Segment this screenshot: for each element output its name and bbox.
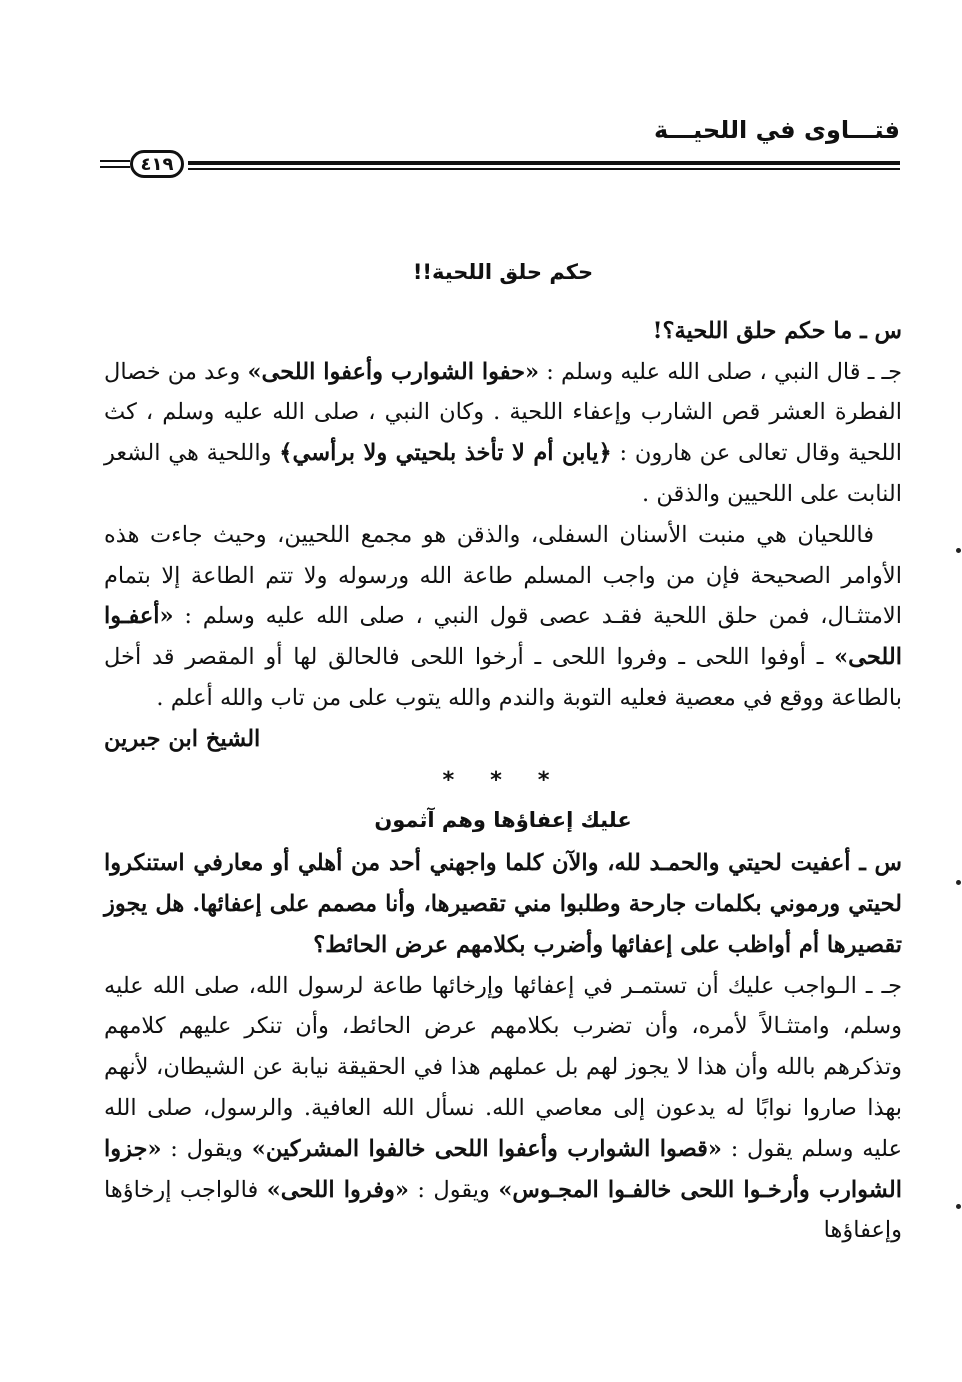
page-number: ٤١٩ [130,150,184,178]
section1-question: س ـ ما حكم حلق اللحية؟! [652,317,902,344]
section2-question: س ـ أعفيت لحيتي والحمـد لله، والآن كلما واجهني أحد من أهلي أو معارفي استنكروا لحيتي ورموني بكلمات جارحة وطلبوا مني تقصيرها، وأنا مصمم على إعفائها. هل يجوز تقصيرها أم أواظب على إعفائها وأضرب بكلامهم عرض الحائط؟ [104,850,902,958]
answer-text: ـ أوفوا اللحى ـ وفروا اللحى ـ أرخوا اللحى فالحالق لها أو المقصر قد أخل بالطاعة ووقع في معصية فعليه التوبة والندم والله يتوب على من تاب والله أعلم . [104,644,902,711]
hadith-quote: «قصوا الشوارب وأعفوا اللحى خالفوا المشركين» [251,1135,722,1162]
rule-left-top [100,160,130,162]
section2-answer [104,966,902,1252]
page-header [100,110,900,180]
section1-answer-p2 [104,515,902,719]
answer-text: جـ ـ الـواجب عليك أن تستمـر في إعفائها وإرخائها طاعة لرسول الله، صلى الله عليه وسلم، وامتثـالاً لأمره، وأن تضرب بكلامهم عرض الحائط، وأن تنكر عليهم كلامهم وتذكرهم بالله وأن هذا لا يجوز لهم بل عملهم هذا في الحقيقة نيابة عن الشيطان، لأنهم بهذا صاروا نوابًا له يدعون إلى معاصي الله. نسأل الله العافية. والرسول، صلى الله عليه وسلم يقول : [104,972,903,1162]
answer-text: ويقول : [161,1135,252,1162]
rule-thin [188,168,900,170]
answer-text: فالواجب إرخاؤها وإعفاؤها [104,1176,902,1244]
answer-text: واللحية هي الشعر النابت على اللحيين والذقن . [104,440,902,507]
hadith-quote: «جزوا الشوارب وأرخـوا اللحى خالفـوا المجـوس» [104,1135,902,1203]
separator: * * * [442,766,564,793]
answer-text: ويقول : [408,1176,499,1203]
scan-mark [956,548,961,553]
scan-mark [956,1204,961,1209]
hadith-quote: «حفوا الشوارب وأعفوا اللحى» [247,358,540,385]
book-title: فتـــاوى في اللحيـــة [653,116,900,144]
header-rule [100,154,900,174]
rule-thick [188,161,900,165]
section1-answer-p1 [104,352,902,515]
rule-left-bottom [100,166,130,168]
page-content [104,252,902,1251]
answer-text: وعد من خصال الفطرة العشر قص الشارب وإعفاء اللحية . وكان النبي ، صلى الله عليه وسلم ، كث اللحية وقال تعالى عن هارون : [104,358,902,467]
hadith-quote: «أعفـوا اللحى» [104,603,902,671]
section2-title: عليك إعفاؤها وهم آثمون [374,808,632,833]
section1-title: حكم حلق اللحية!! [412,260,594,284]
section1-signature: الشيخ ابن جبرين [104,725,261,752]
hadith-quote: «وفروا اللحى» [266,1176,409,1203]
answer-text: فاللحيان هي منبت الأسنان السفلى، والذقن هو مجمع اللحيين، وحيث جاءت هذه الأوامر الصحيحة فإن من واجب المسلم طاعة الله ورسوله ولا تتم الطاعة إلا بتمام الامتثـال، فمن حلق اللحية فقـد عصى قول النبي ، صلى الله عليه وسلم : [104,521,902,630]
scan-mark [956,880,961,885]
quran-quote: ﴿يابن أم لا تأخذ بلحيتي ولا برأسي﴾ [279,440,612,467]
answer-text: جـ ـ قال النبي ، صلى الله عليه وسلم : [539,358,902,385]
